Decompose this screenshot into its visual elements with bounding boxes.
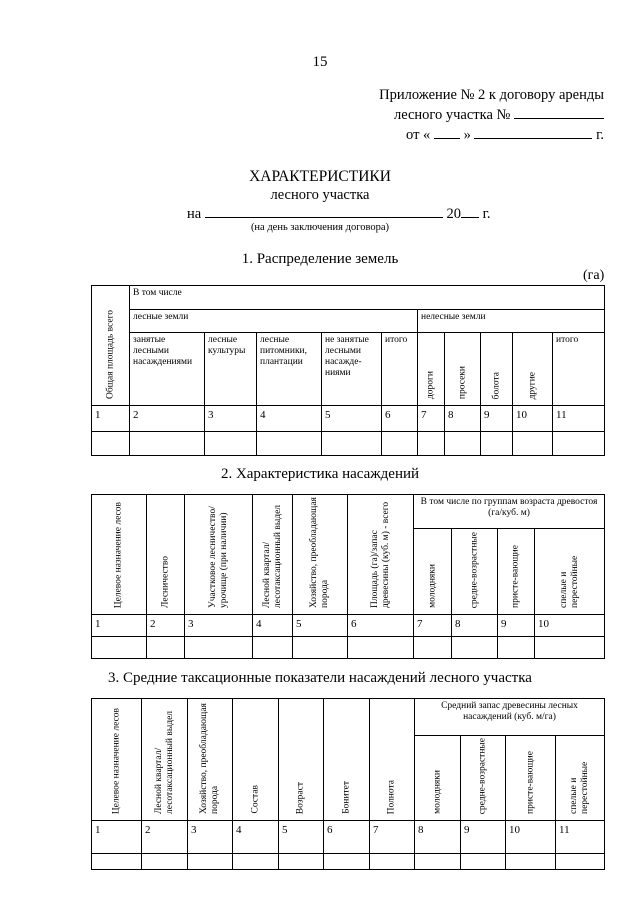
col-number: 8 [452,615,498,637]
col-density: Полнота [370,699,415,821]
col-mature: спелые и перестойные [535,529,605,615]
col-species: Хозяйство, преобладающая порода [293,495,348,615]
col-number: 2 [142,821,188,854]
col-nonforest-total: итого [553,333,605,406]
col-number: 3 [205,406,257,432]
col-number: 6 [348,615,414,637]
col-number: 9 [481,406,513,432]
col-number: 3 [185,615,253,637]
table-row-numbers [92,615,605,637]
annex-line-3: от « » г. [406,127,604,143]
taxation-indicators-table [91,698,605,870]
forest-lands-header: лесные земли [130,310,418,333]
col-number: 5 [322,406,382,432]
col-number: 6 [324,821,370,854]
col-number: 2 [130,406,205,432]
col-young: молодняки [415,736,461,821]
col-number: 7 [370,821,415,854]
nonforest-lands-header: нелесные земли [418,310,605,333]
annex-line-1: Приложение № 2 к договору аренды [379,87,604,103]
col-number: 4 [233,821,279,854]
col-number: 2 [147,615,185,637]
col-ripening: присте-вающие [498,529,535,615]
col-number: 4 [253,615,293,637]
date-line: на 20 г. [187,206,491,222]
table-row-numbers [92,406,605,432]
col-other: другие [513,333,553,406]
col-roads: дороги [418,333,445,406]
col-number: 11 [553,406,605,432]
col-middle-aged: средне-возрастные [452,529,498,615]
col-number: 8 [445,406,481,432]
col-number: 6 [382,406,418,432]
col-number: 1 [92,406,130,432]
col-forest-stands: занятые лесными насаждениями [130,333,205,406]
document-title: ХАРАКТЕРИСТИКИ [249,168,391,185]
col-number: 1 [92,821,142,854]
col-number: 5 [293,615,348,637]
col-number: 10 [513,406,553,432]
col-number: 9 [498,615,535,637]
col-district-forestry: Участковое лесничество/ урочище (при наличии) [185,495,253,615]
col-number: 7 [414,615,452,637]
average-stock-header: Средний запас древесины лесных насаждений (куб. м/га) [415,699,605,736]
col-purpose: Целевое назначение лесов [92,699,142,821]
age-group-header: В том числе по группам возраста древостоя (га/куб. м) [414,495,605,529]
col-mature: спелые и перестойные [556,736,605,821]
date-note: (на день заключения договора) [250,222,390,233]
including-header: В том числе [130,286,605,310]
col-number: 4 [257,406,322,432]
annex-line-2: лесного участка № [366,105,604,125]
col-young: молодняки [414,529,452,615]
col-forestry: Лесничество [147,495,185,615]
section-1-unit: (га) [583,268,605,283]
col-nurseries: лесные питомники, плантации [257,333,322,406]
col-quarter: Лесной квартал/ лесотаксационный выдел [253,495,293,615]
col-forest-cultures: лесные культуры [205,333,257,406]
col-number: 7 [418,406,445,432]
section-3-heading: 3. Средние таксационные показатели насаждений лесного участка [108,670,532,686]
col-total-area: Общая площадь всего [92,286,130,406]
table-row-numbers [92,821,605,854]
table-row-empty [92,637,605,659]
col-forest-total: итого [382,333,418,406]
document-subtitle: лесного участка [270,187,370,203]
col-number: 11 [556,821,605,854]
col-species: Хозяйство, преобладающая порода [188,699,233,821]
col-quarter: Лесной квартал/ лесотаксационный выдел [142,699,188,821]
col-not-occupied: не занятые лесными насажде-ниями [322,333,382,406]
col-swamps: болота [481,333,513,406]
col-site-class: Бонитет [324,699,370,821]
col-ripening: присте-вающие [506,736,556,821]
col-number: 10 [535,615,605,637]
col-middle-aged: средне-возрастные [461,736,506,821]
section-2-heading: 2. Характеристика насаждений [220,466,420,482]
section-1-heading: 1. Распределение земель [241,251,399,267]
col-number: 8 [415,821,461,854]
col-area-total: Площадь (га)/запас древесины (куб. м) - всего [348,495,414,615]
col-age: Возраст [279,699,324,821]
col-number: 9 [461,821,506,854]
col-composition: Состав [233,699,279,821]
annex-header [366,86,604,145]
table-row-empty [92,432,605,456]
page-number: 15 [312,54,328,70]
col-purpose: Целевое назначение лесов [92,495,147,615]
col-number: 1 [92,615,147,637]
stands-characteristics-table [91,494,605,659]
col-number: 5 [279,821,324,854]
col-number: 10 [506,821,556,854]
col-clearings: просеки [445,333,481,406]
table-row-empty [92,854,605,870]
col-number: 3 [188,821,233,854]
land-distribution-table [91,285,605,456]
